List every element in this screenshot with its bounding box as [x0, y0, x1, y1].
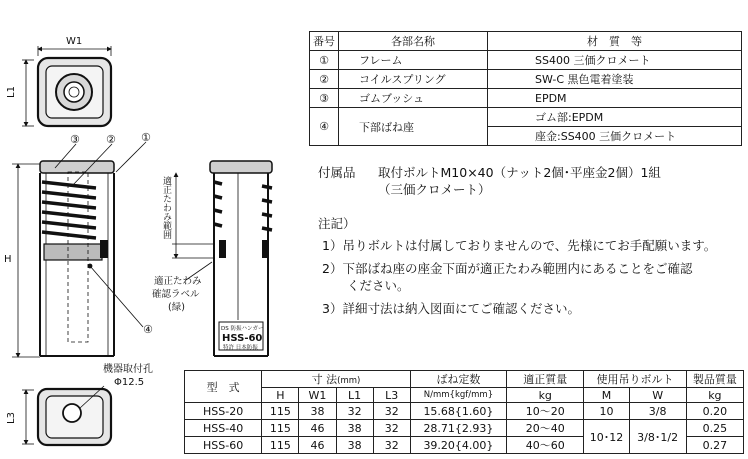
note-item: 3）詳細寸法は納入図面にてご確認ください。: [322, 301, 580, 316]
bottom-view: [22, 386, 111, 445]
front-view: [12, 161, 114, 357]
table-row: [310, 89, 742, 108]
part-no: ③: [310, 89, 339, 108]
spec-bolt-m: 10: [584, 403, 629, 420]
mass-unit: kg: [686, 388, 743, 403]
dim-h-label: H: [4, 254, 12, 265]
spec-spring: 28.71{2.93}: [410, 420, 506, 437]
load-unit: kg: [507, 388, 584, 403]
table-row: [185, 420, 744, 437]
side-vertical-label: 適正たわみ範囲: [161, 176, 171, 239]
spec-model: HSS-40: [185, 420, 262, 437]
part-name: 下部ばね座: [339, 108, 488, 146]
table-row: [310, 51, 742, 70]
spec-w1: 46: [299, 420, 336, 437]
callout-1: ①: [141, 131, 151, 144]
spec-w1: 46: [299, 437, 336, 454]
spec-w1: 38: [299, 403, 336, 420]
spec-model: HSS-20: [185, 403, 262, 420]
callout-4: ④: [143, 323, 153, 336]
accessories-text: 取付ボルトM10×40（ナット2個･平座金2個）1組: [378, 165, 661, 180]
parts-header-row: [310, 32, 742, 51]
spec-mass: 0.27: [686, 437, 743, 454]
spec-header-bolt: 使用吊りボルト: [584, 371, 686, 388]
part-material: SS400 三価クロメート: [488, 51, 742, 70]
part-name: フレーム: [339, 51, 488, 70]
top-view: [22, 46, 111, 126]
spec-header-load: 適正質量: [507, 371, 584, 388]
spec-header-mass: 製品質量: [686, 371, 743, 388]
sub-l1: L1: [336, 388, 373, 403]
dims-unit: (mm): [337, 376, 361, 386]
sub-w: W: [629, 388, 686, 403]
accessories-text-2: （三価クロメート）: [378, 182, 491, 197]
part-no: ④: [310, 108, 339, 146]
nameplate-top: DS 防振ハンガー: [221, 326, 264, 332]
spec-l1: 38: [336, 437, 373, 454]
sub-h: H: [262, 388, 299, 403]
parts-header-material: 材 質 等: [488, 32, 742, 51]
spec-header-spring: ばね定数: [410, 371, 506, 388]
spec-load: 10〜20: [507, 403, 584, 420]
part-material: SW-C 黒色電着塗装: [488, 70, 742, 89]
part-no: ②: [310, 70, 339, 89]
spec-l3: 32: [373, 437, 410, 454]
notes-title: 注記）: [318, 216, 356, 231]
nameplate-model: HSS-60: [222, 333, 263, 344]
sub-w1: W1: [299, 388, 336, 403]
spec-bolt-w: 3/8: [629, 403, 686, 420]
tawami-label-3: (緑): [168, 302, 185, 313]
table-row: [310, 70, 742, 89]
note-item: 1）吊りボルトは付属しておりませんので、先様にてお手配願います。: [322, 238, 717, 253]
tawami-label-2: 確認ラベル: [152, 289, 200, 300]
spec-l1: 38: [336, 420, 373, 437]
part-name: コイルスプリング: [339, 70, 488, 89]
spec-l1: 32: [336, 403, 373, 420]
mount-hole-size: Φ12.5: [114, 377, 145, 388]
spec-bolt-m: 10･12: [584, 420, 629, 454]
spec-header-dims: [262, 371, 411, 388]
spec-mass: 0.20: [686, 403, 743, 420]
spec-bolt-w: 3/8･1/2: [629, 420, 686, 454]
parts-header-name: 各部名称: [339, 32, 488, 51]
spec-header-row: [185, 371, 744, 388]
spec-table: [184, 370, 744, 454]
spec-mass: 0.25: [686, 420, 743, 437]
callout-3: ③: [70, 133, 80, 146]
dim-l1-label: L1: [6, 86, 17, 98]
note-item: ください。: [322, 278, 410, 293]
spec-l3: 32: [373, 420, 410, 437]
spec-h: 115: [262, 403, 299, 420]
sub-m: M: [584, 388, 629, 403]
dim-l3-label: L3: [6, 412, 17, 424]
spring-unit: N/mm{kgf/mm}: [410, 388, 506, 403]
part-no: ①: [310, 51, 339, 70]
parts-header-no: 番号: [310, 32, 339, 51]
dims-label: 寸 法: [311, 373, 338, 386]
spec-load: 40〜60: [507, 437, 584, 454]
spec-l3: 32: [373, 403, 410, 420]
sub-l3: L3: [373, 388, 410, 403]
tawami-label-1: 適正たわみ: [154, 276, 202, 287]
spec-spring: 15.68{1.60}: [410, 403, 506, 420]
callout-2: ②: [106, 133, 116, 146]
part-material: ゴム部:EPDM: [488, 108, 742, 127]
spec-subheader-row: [185, 388, 744, 403]
mount-hole-label: 機器取付孔: [103, 364, 153, 375]
part-material: EPDM: [488, 89, 742, 108]
part-material-2: 座金:SS400 三価クロメート: [488, 127, 742, 146]
spec-model: HSS-60: [185, 437, 262, 454]
table-row: [310, 108, 742, 127]
parts-table: [309, 31, 742, 146]
spec-h: 115: [262, 437, 299, 454]
spec-h: 115: [262, 420, 299, 437]
table-row: [185, 403, 744, 420]
dim-w1-label: W1: [66, 36, 83, 47]
part-name: ゴムブッシュ: [339, 89, 488, 108]
spec-header-model: 型 式: [185, 371, 262, 403]
accessories-label: 付属品: [318, 165, 356, 180]
spec-spring: 39.20{4.00}: [410, 437, 506, 454]
spec-load: 20〜40: [507, 420, 584, 437]
nameplate-maker: 特許 日本防振: [223, 345, 258, 351]
note-item: 2）下部ばね座の座金下面が適正たわみ範囲内にあることをご確認: [322, 261, 693, 276]
